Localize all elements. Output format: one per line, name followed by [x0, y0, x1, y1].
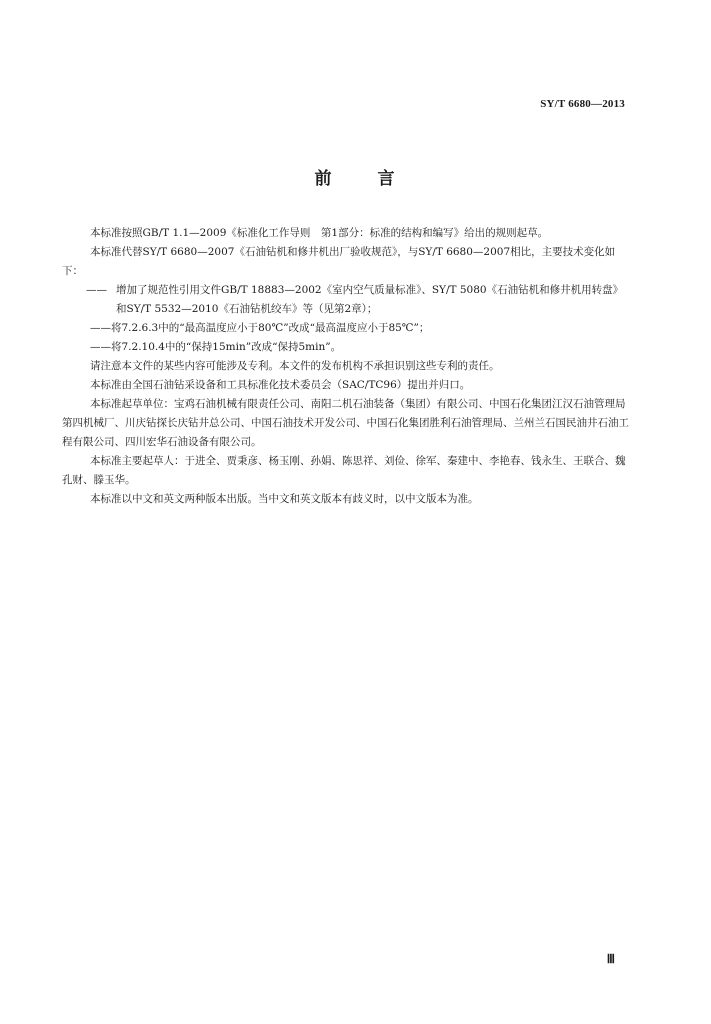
paragraph-patent-notice: 请注意本文件的某些内容可能涉及专利。本文件的发布机构不承担识别这些专利的责任。 — [90, 360, 500, 372]
change-item-2: ——将7.2.6.3中的“最高温度应小于80℃”改成“最高温度应小于85℃”； — [90, 322, 430, 334]
title-char-2: 言 — [377, 169, 397, 189]
change-item-1-text: 增加了规范性引用文件GB/T 18883—2002《室内空气质量标准》、SY/T 5080《石油钻机和修井机用转盘》和SY/T 5532—2010《石油钻机绞车》等（见第2章）； — [116, 284, 624, 315]
foreword-body — [62, 224, 632, 509]
paragraph-drafting-rules: 本标准按照GB/T 1.1—2009《标准化工作导则 第1部分：标准的结构和编写》给出的规则起草。 — [90, 227, 549, 239]
page-number: Ⅲ — [606, 952, 615, 966]
paragraph-proposed-by: 本标准由全国石油钻采设备和工具标准化技术委员会（SAC/TC96）提出并归口。 — [90, 379, 471, 391]
paragraph-replaces: 本标准代替SY/T 6680—2007《石油钻机和修井机出厂验收规范》，与SY/T 6680—2007相比，主要技术变化如下： — [62, 246, 616, 277]
title-char-1: 前 — [314, 169, 334, 189]
paragraph-drafters: 本标准主要起草人：于进全、贾秉彦、杨玉刚、孙娟、陈思祥、刘俭、徐军、秦建中、李艳春、钱永生、王联合、魏孔财、滕玉华。 — [62, 455, 626, 486]
change-item-1 — [62, 281, 632, 319]
item-dash: —— — [86, 284, 107, 296]
paragraph-drafting-units: 本标准起草单位：宝鸡石油机械有限责任公司、南阳二机石油装备（集团）有限公司、中国石化集团江汉石油管理局第四机械厂、川庆钻探长庆钻井总公司、中国石油技术开发公司、中国石化集团胜利石油管理局、兰州兰石国民油井石油工程有限公司、四川宏华石油设备有限公司。 — [62, 398, 629, 448]
change-item-3: ——将7.2.10.4中的“保持15min”改成“保持5min”。 — [90, 341, 342, 353]
page-title — [0, 164, 711, 189]
paragraph-languages: 本标准以中文和英文两种版本出版。当中文和英文版本有歧义时，以中文版本为准。 — [90, 493, 479, 505]
standard-code: SY/T 6680—2013 — [540, 98, 625, 110]
